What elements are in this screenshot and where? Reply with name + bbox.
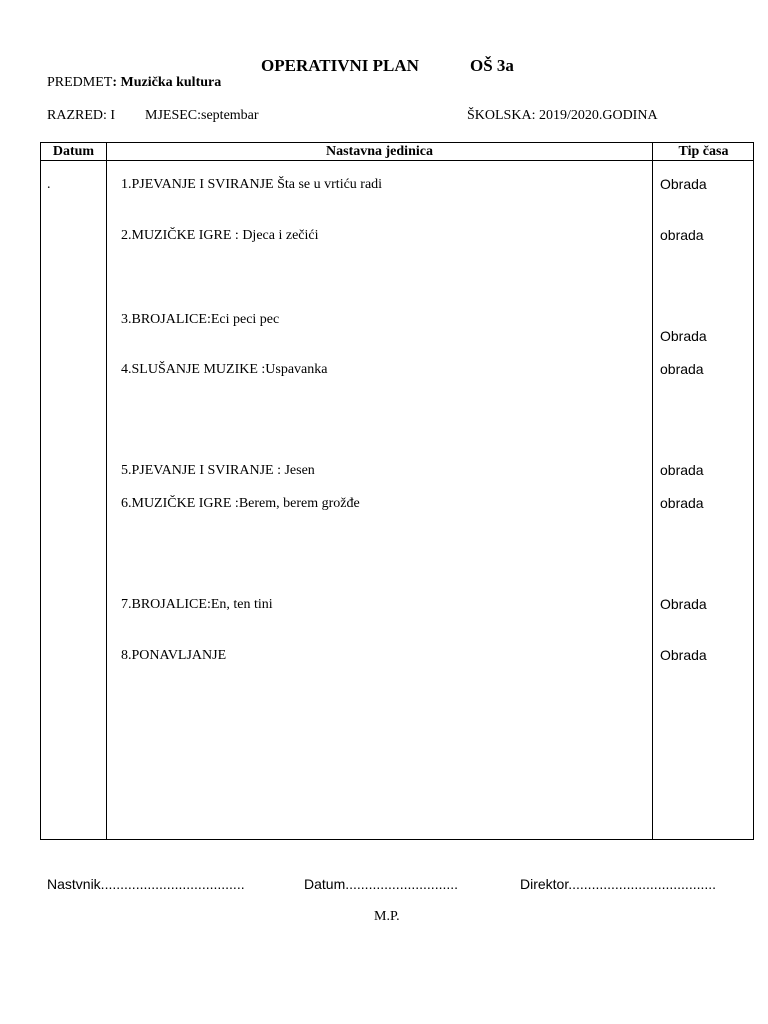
lesson-type: obrada [660, 462, 704, 478]
column-divider [106, 143, 107, 839]
lesson-unit: 3.BROJALICE:Eci peci pec [121, 312, 280, 327]
month-label: MJESEC:septembar [145, 108, 259, 123]
lesson-unit: 2.MUZIČKE IGRE : Djeca i zečići [121, 228, 319, 243]
page-title: OPERATIVNI PLAN [261, 56, 419, 75]
header-divider [41, 160, 753, 161]
lesson-unit: 1.PJEVANJE I SVIRANJE Šta se u vrtiću radi [121, 177, 383, 192]
lesson-unit: 4.SLUŠANJE MUZIKE :Uspavanka [121, 362, 328, 377]
column-header-tip-casa: Tip časa [678, 144, 729, 159]
subject-label: PREDMET [47, 75, 113, 90]
stamp-placeholder: M.P. [374, 909, 400, 924]
lesson-unit: 6.MUZIČKE IGRE :Berem, berem grožđe [121, 496, 360, 511]
lesson-type: obrada [660, 361, 704, 377]
lesson-type: obrada [660, 227, 704, 243]
lesson-type: Obrada [660, 596, 707, 612]
lesson-unit: 7.BROJALICE:En, ten tini [121, 597, 273, 612]
lesson-type: Obrada [660, 647, 707, 663]
lesson-unit: 8.PONAVLJANJE [121, 648, 227, 663]
subject-line [47, 75, 221, 91]
grade-label: RAZRED: I [47, 108, 116, 123]
plan-table [40, 142, 754, 840]
column-divider [652, 143, 653, 839]
date-signature-line: Datum............................. [304, 876, 459, 892]
school-year-label: ŠKOLSKA: 2019/2020.GODINA [467, 108, 658, 123]
director-signature-line: Direktor...................................... [520, 876, 717, 892]
lesson-type: obrada [660, 495, 704, 511]
datum-cell: . [47, 177, 51, 192]
class-code: OŠ 3a [470, 56, 514, 75]
lesson-type: Obrada [660, 176, 707, 192]
lesson-unit: 5.PJEVANJE I SVIRANJE : Jesen [121, 463, 315, 478]
subject-value: : Muzička kultura [112, 75, 222, 90]
column-header-nastavna-jedinica: Nastavna jedinica [326, 144, 433, 159]
column-header-datum: Datum [52, 144, 95, 159]
lesson-type: Obrada [660, 328, 707, 344]
teacher-signature-line: Nastvnik..................................... [47, 876, 245, 892]
